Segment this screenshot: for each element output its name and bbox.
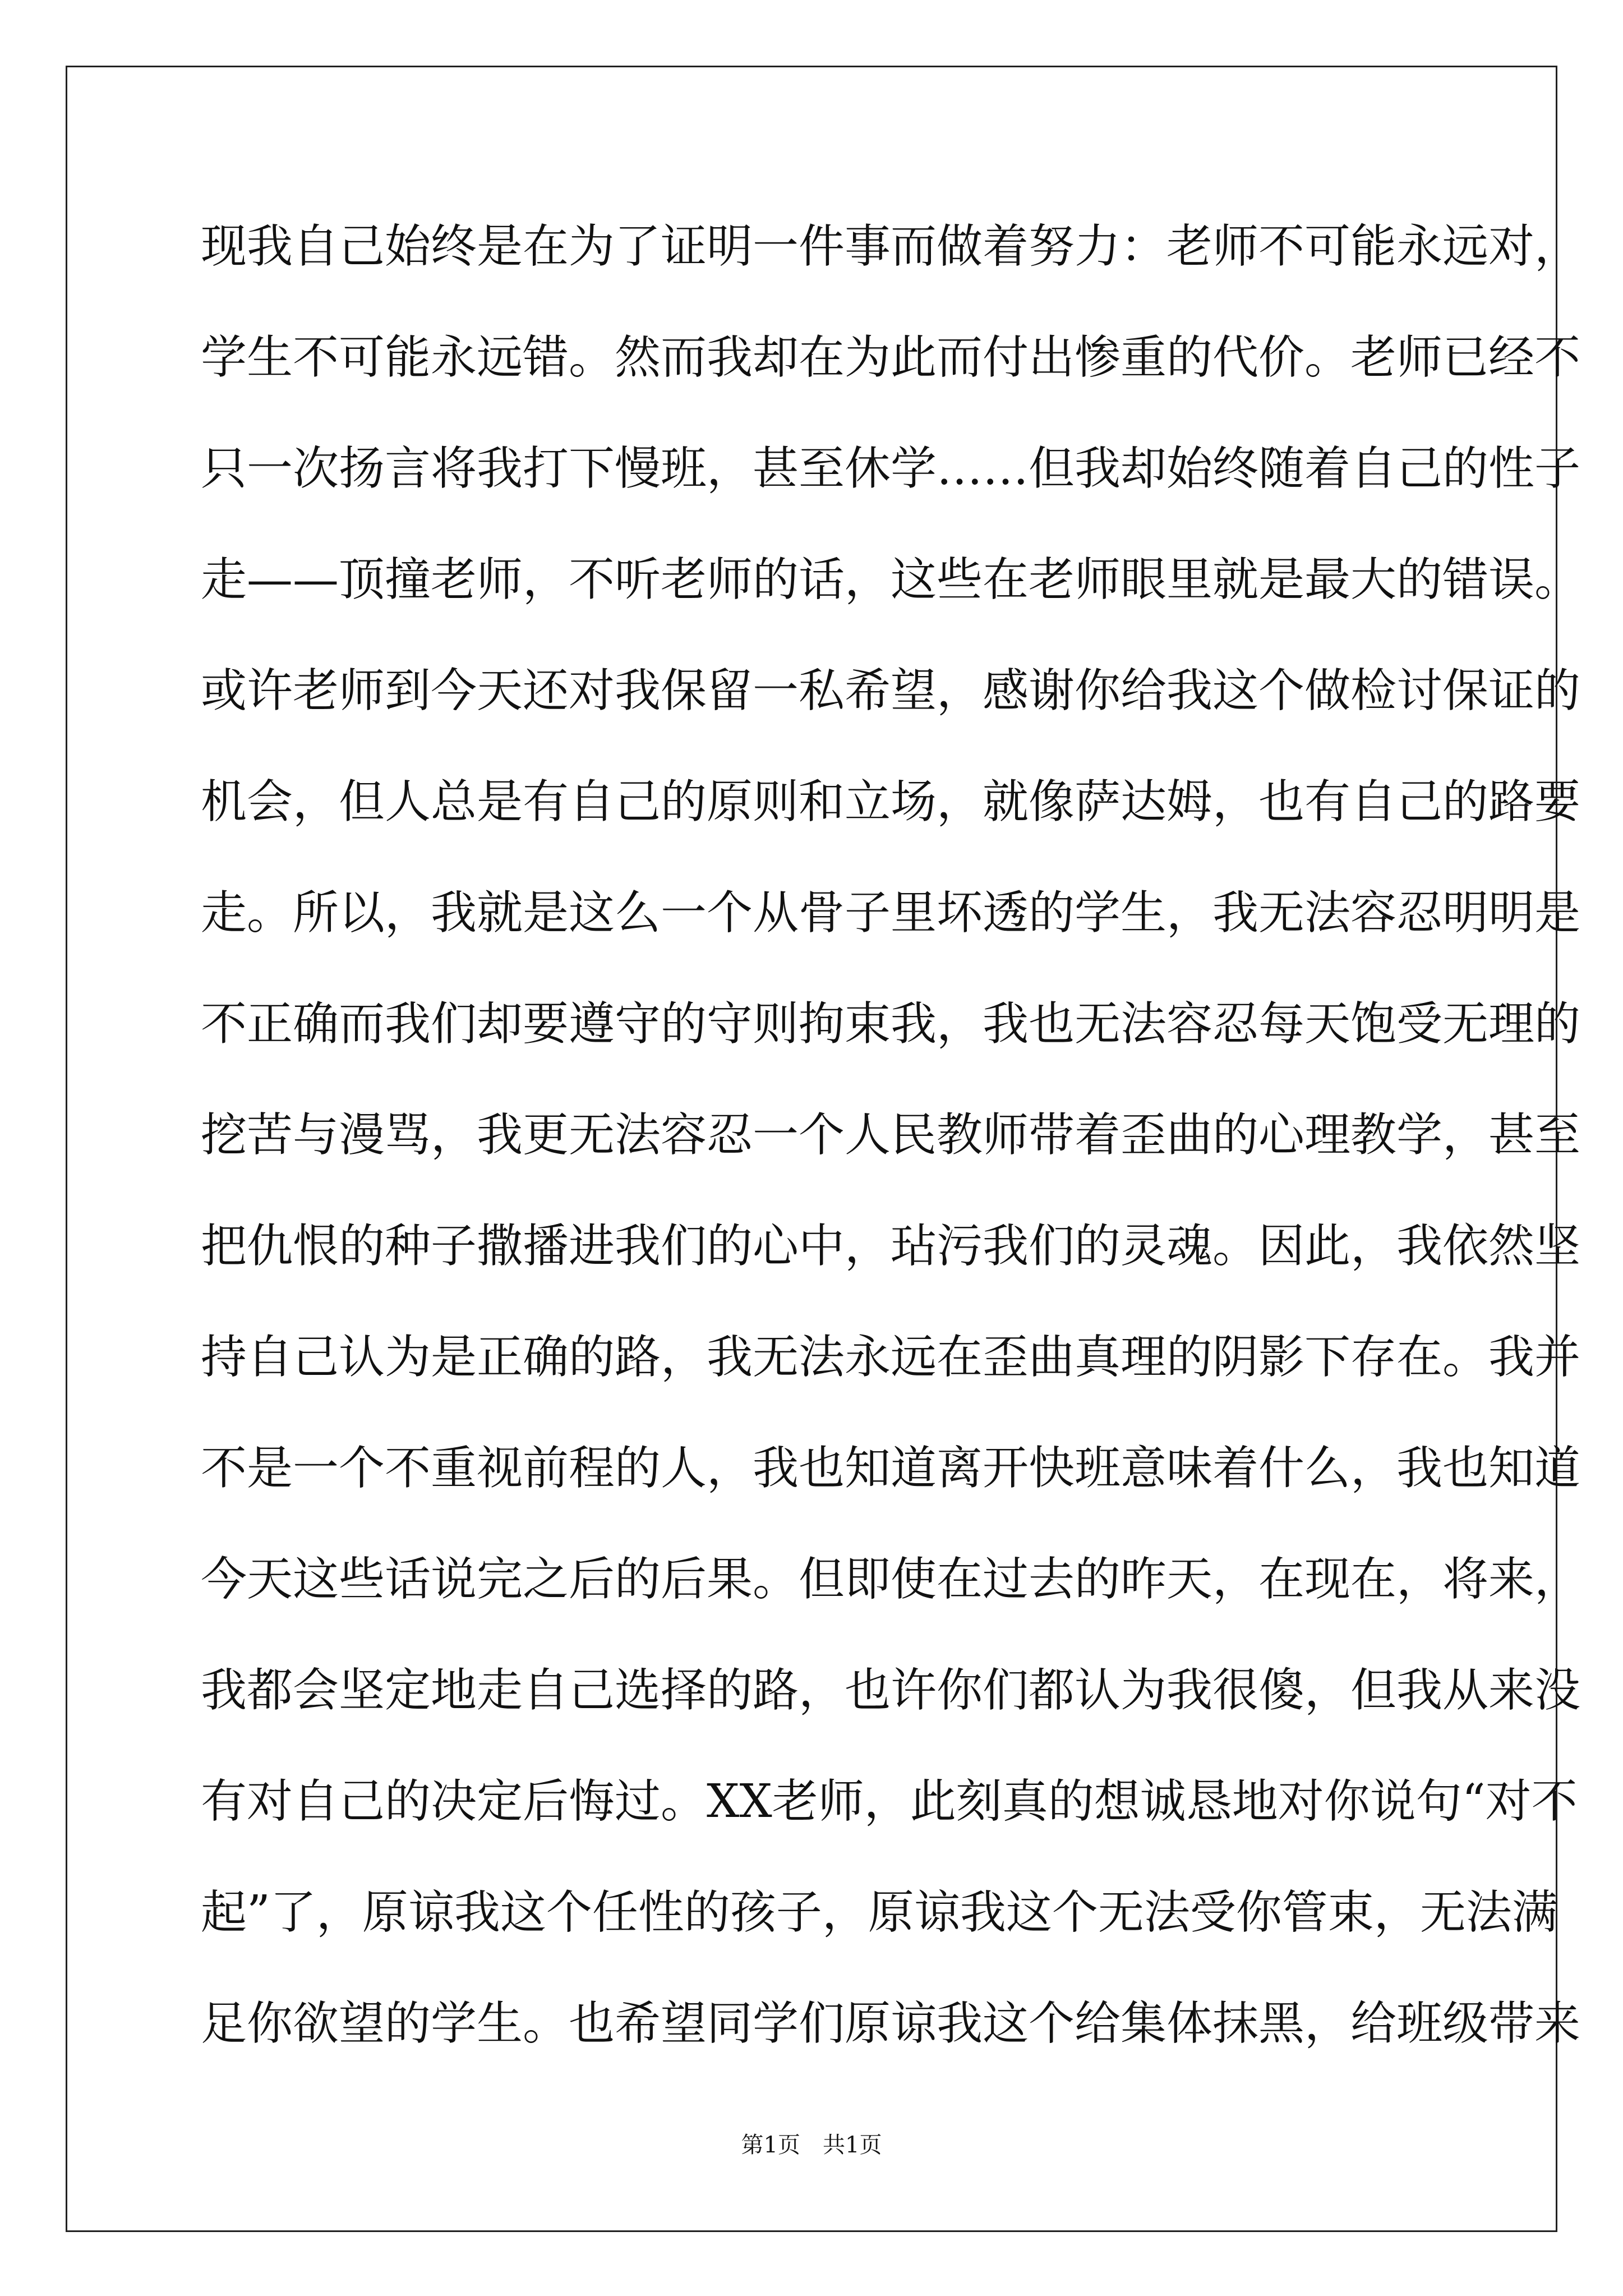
text-line: 有对自己的决定后悔过。XX老师，此刻真的想诚恳地对你说句“对不: [201, 1775, 1578, 1828]
text-line: 我都会坚定地走自己选择的路，也许你们都认为我很傻，但我从来没: [201, 1664, 1581, 1717]
text-line: 机会，但人总是有自己的原则和立场，就像萨达姆，也有自己的路要: [201, 775, 1581, 829]
text-line: 现我自己始终是在为了证明一件事而做着努力：老师不可能永远对，: [201, 220, 1581, 273]
text-line: 不是一个不重视前程的人，我也知道离开快班意味着什么，我也知道: [201, 1442, 1581, 1495]
text-line: 学生不可能永远错。然而我却在为此而付出惨重的代价。老师已经不: [201, 331, 1581, 384]
text-line: 今天这些话说完之后的后果。但即使在过去的昨天，在现在，将来，: [201, 1553, 1581, 1606]
text-line: 持自己认为是正确的路，我无法永远在歪曲真理的阴影下存在。我并: [201, 1331, 1581, 1384]
document-body: [201, 212, 1581, 2100]
text-line: 走——顶撞老师，不听老师的话，这些在老师眼里就是最大的错误。: [201, 553, 1581, 606]
text-line: 或许老师到今天还对我保留一私希望，感谢你给我这个做检讨保证的: [201, 664, 1581, 717]
text-line: 不正确而我们却要遵守的守则拘束我，我也无法容忍每天饱受无理的: [201, 997, 1581, 1051]
page-number: 第1页: [741, 2132, 800, 2158]
text-line: 只一次扬言将我打下慢班，甚至休学……但我却始终随着自己的性子: [201, 442, 1581, 495]
text-line: 足你欲望的学生。也希望同学们原谅我这个给集体抹黑，给班级带来: [201, 1997, 1581, 2050]
text-line: 把仇恨的种子撒播进我们的心中，玷污我们的灵魂。因此，我依然坚: [201, 1220, 1581, 1273]
page-total: 共1页: [823, 2132, 882, 2158]
text-line: 挖苦与漫骂，我更无法容忍一个人民教师带着歪曲的心理教学，甚至: [201, 1108, 1581, 1162]
text-line: 走。所以，我就是这么一个从骨子里坏透的学生，我无法容忍明明是: [201, 886, 1581, 940]
text-line: 起”了，原谅我这个任性的孩子，原谅我这个无法受你管束，无法满: [201, 1886, 1558, 1939]
page-footer: [0, 2127, 1623, 2159]
